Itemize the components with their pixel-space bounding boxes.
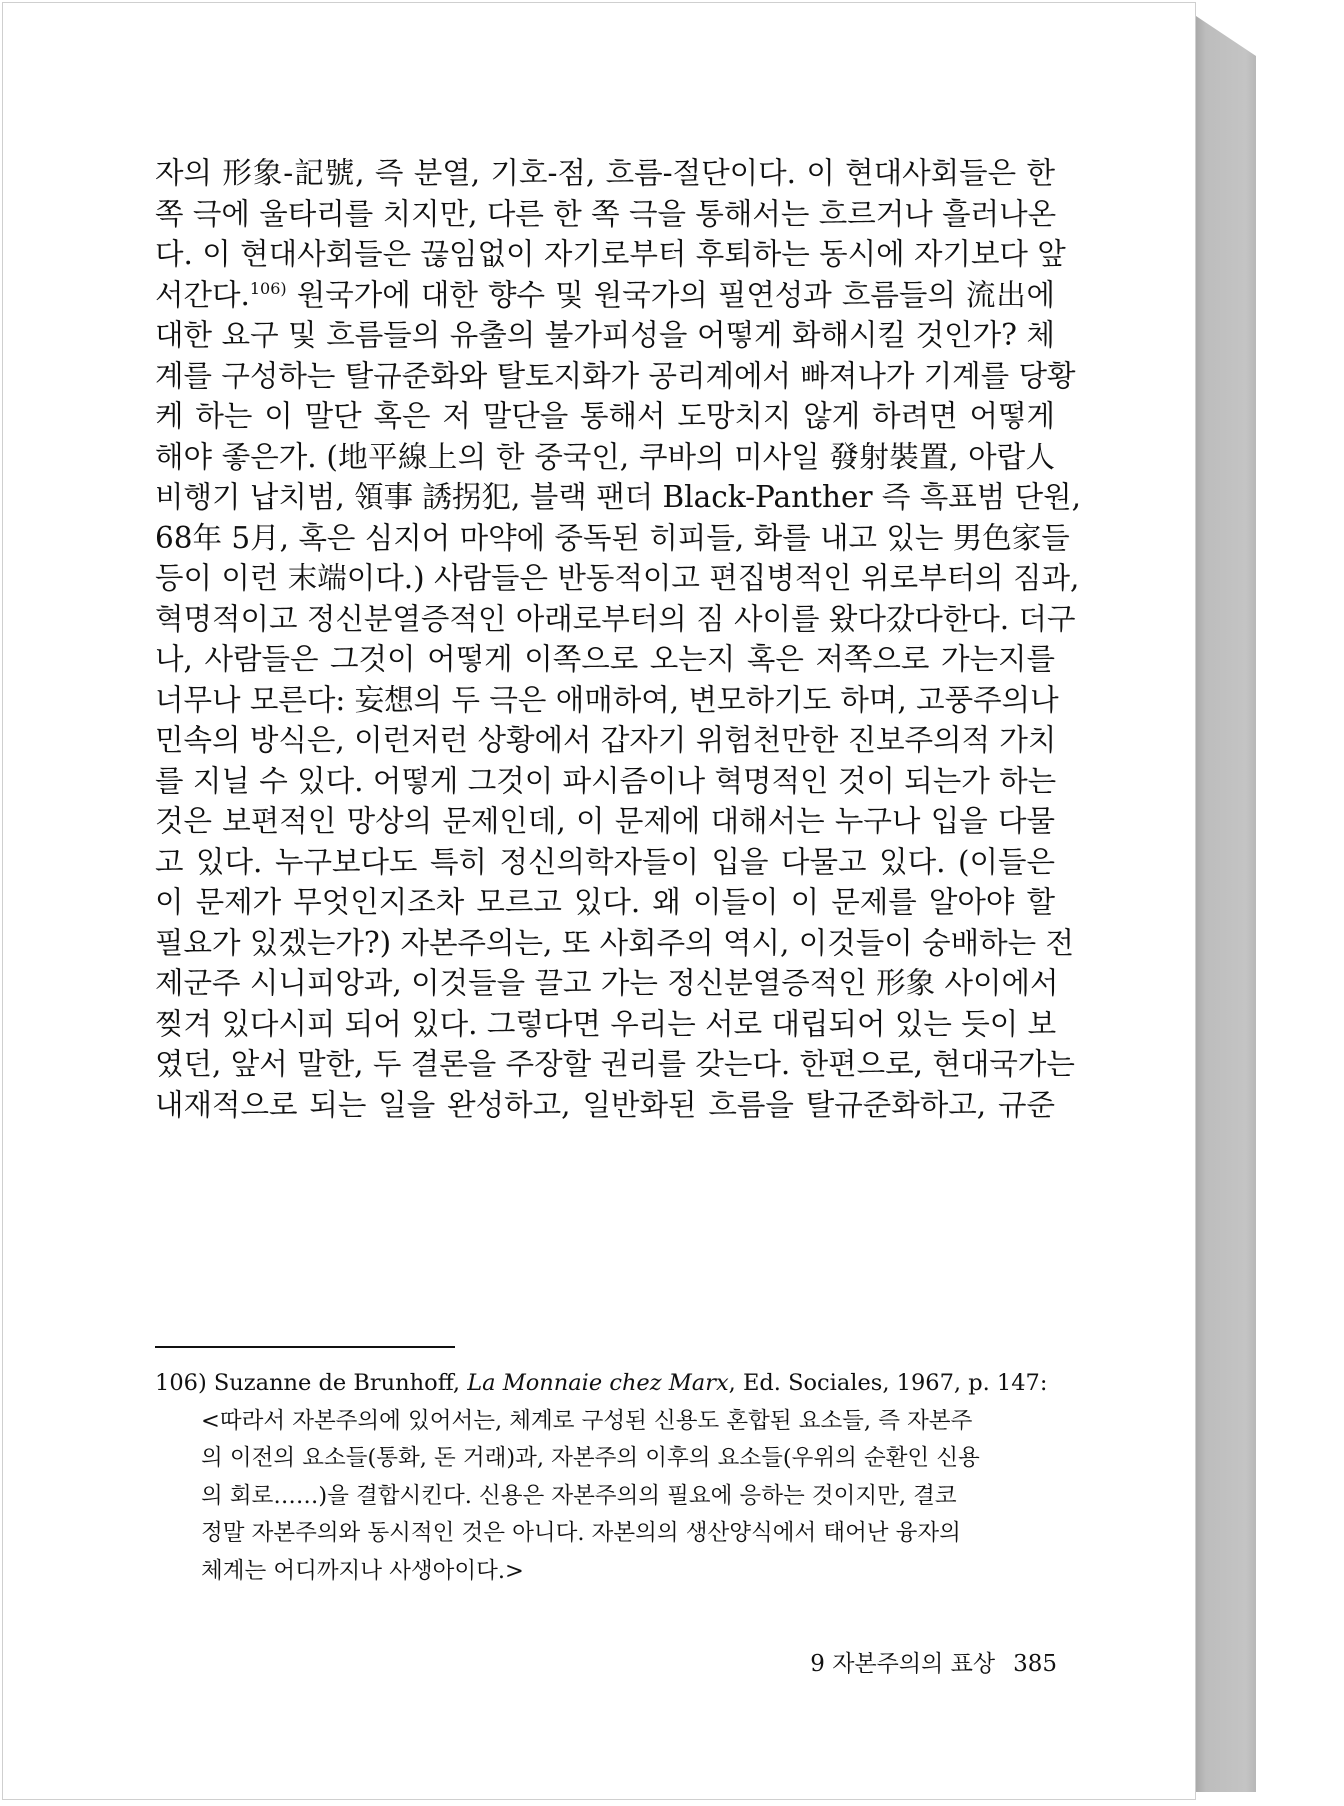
footnote-divider [155,1346,455,1348]
text-line: 쪽 극에 울타리를 치지만, 다른 한 쪽 극을 통해서는 흐르거나 흘러나온 [155,196,1057,231]
footnote-citation [155,1365,1055,1403]
text-line: 등이 이런 末端이다.) 사람들은 반동적이고 편집병적인 위로부터의 짐과, [155,561,1080,595]
footnote-line: 의 이전의 요소들(통화, 돈 거래)과, 자본주의 이후의 요소들(우위의 순환인 신용 [201,1445,980,1471]
text-line: 필요가 있겠는가?) 자본주의는, 또 사회주의 역시, 이것들이 숭배하는 전 [155,925,1075,960]
text-line: 혁명적이고 정신분열증적인 아래로부터의 짐 사이를 왔다갔다한다. 더구 [155,601,1076,636]
text-line: 대한 요구 및 흐름들의 유출의 불가피성을 어떻게 화해시킬 것인가? 체 [155,318,1055,352]
text-line: 해야 좋은가. (地平線上의 한 중국인, 쿠바의 미사일 發射裝置, 아랍人 [155,439,1055,474]
text-line: 나, 사람들은 그것이 어떻게 이쪽으로 오는지 혹은 저쪽으로 가는지를 [155,642,1055,676]
footnote [155,1365,1055,1590]
footnote-reference[interactable]: 106) [249,278,287,298]
text-line: 자의 形象-記號, 즉 분열, 기호-점, 흐름-절단이다. 이 현대사회들은 한 [155,156,1055,190]
text-line: 내재적으로 되는 일을 완성하고, 일반화된 흐름을 탈규준화하고, 규준 [155,1087,1055,1122]
text-line: 계를 구성하는 탈규준화와 탈토지화가 공리계에서 빠져나가 기계를 당황 [155,358,1076,393]
text-line: 이 문제가 무엇인지조차 모르고 있다. 왜 이들이 이 문제를 알아야 할 [155,885,1055,919]
text-line: 를 지닐 수 있다. 어떻게 그것이 파시즘이나 혁명적인 것이 되는가 하는 [155,763,1057,798]
text-line: 민속의 방식은, 이런저런 상황에서 갑자기 위험천만한 진보주의적 가치 [155,723,1057,757]
text-line: 것은 보편적인 망상의 문제인데, 이 문제에 대해서는 누구나 입을 다물 [155,804,1055,838]
running-footer [763,1645,1057,1678]
footnote-number: 106) [155,1370,207,1396]
text-line: 제군주 시니피앙과, 이것들을 끌고 가는 정신분열증적인 形象 사이에서 [155,966,1059,1000]
text-segment: 원국가에 대한 향수 및 원국가의 필연성과 흐름들의 流出에 [296,277,1055,312]
text-line: 너무나 모른다: 妄想의 두 극은 애매하여, 변모하기도 하며, 고풍주의나 [155,682,1059,717]
text-segment: 서간다. [155,277,250,312]
footnote-author: Suzanne de Brunhoff, [213,1370,461,1396]
footnote-line: 정말 자본주의와 동시적인 것은 아니다. 자본의의 생산양식에서 태어난 융자의 [201,1520,961,1546]
book-page-edges [1196,16,1256,1792]
footnote-line: <따라서 자본주의에 있어서는, 체계로 구성된 신용도 혼합된 요소들, 즉 자본주 [201,1407,973,1434]
text-line: 찢겨 있다시피 되어 있다. 그렇다면 우리는 서로 대립되어 있는 듯이 보 [155,1006,1057,1041]
footnote-book-title: La Monnaie chez Marx [467,1370,729,1396]
text-line: 고 있다. 누구보다도 특히 정신의학자들이 입을 다물고 있다. (이들은 [155,844,1055,879]
text-line: 비행기 납치범, 領事 誘拐犯, 블랙 팬더 Black-Panther 즉 흑표범 단원, [155,480,1082,514]
chapter-title: 9 자본주의의 표상 [810,1651,996,1677]
text-line: 케 하는 이 말단 혹은 저 말단을 통해서 도망치지 않게 하려면 어떻게 [155,399,1055,433]
text-line: 68年 5月, 혹은 심지어 마약에 중독된 히피들, 화를 내고 있는 男色家들 [155,520,1070,555]
text-line-with-footnote [155,275,1055,316]
footnote-line: 의 회로……)을 결합시킨다. 신용은 자본주의의 필요에 응하는 것이지만, 결코 [201,1482,957,1509]
page-number: 385 [1013,1651,1057,1677]
text-line: 였던, 앞서 말한, 두 결론을 주장할 권리를 갖는다. 한편으로, 현대국가는 [155,1047,1075,1081]
text-line: 다. 이 현대사회들은 끊임없이 자기로부터 후퇴하는 동시에 자기보다 앞 [155,237,1066,271]
book-page [2,2,1196,1800]
body-text [155,153,1082,1125]
footnote-publication: , Ed. Sociales, 1967, p. 147: [728,1370,1048,1396]
footnote-line: 체계는 어디까지나 사생아이다.> [201,1557,524,1584]
